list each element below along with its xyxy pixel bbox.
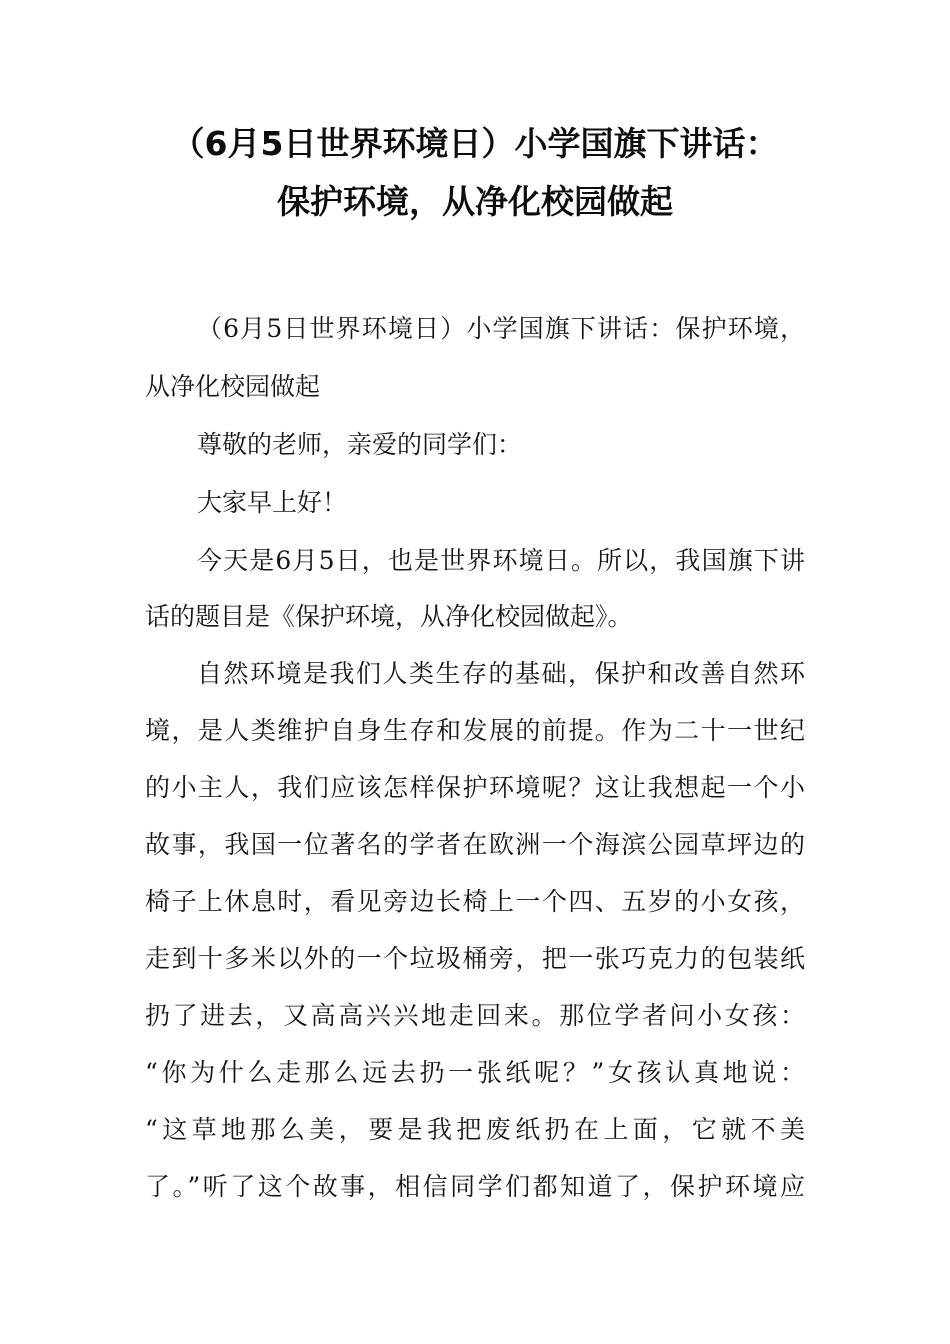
body-line-3: 尊敬的老师，亲爱的同学们： xyxy=(197,430,523,459)
body-line-13: 扔了进去，又高高兴兴地走回来。那位学者问小女孩： xyxy=(145,1001,805,1030)
document-title-line-1: （6月5日世界环境日）小学国旗下讲话： xyxy=(171,124,779,163)
body-line-2: 从净化校园做起 xyxy=(145,372,321,401)
body-line-6: 话的题目是《保护环境，从净化校园做起》。 xyxy=(145,602,633,631)
body-line-14: “你为什么走那么远去扔一张纸呢？”女孩认真地说： xyxy=(145,1058,805,1087)
body-line-15: “这草地那么美，要是我把废纸扔在上面，它就不美 xyxy=(145,1115,805,1144)
body-line-10: 故事，我国一位著名的学者在欧洲一个海滨公园草坪边的 xyxy=(145,830,805,859)
document-title-line-2: 保护环境，从净化校园做起 xyxy=(277,182,673,221)
body-line-16: 了。”听了这个故事，相信同学们都知道了，保护环境应 xyxy=(145,1172,805,1201)
body-line-7: 自然环境是我们人类生存的基础，保护和改善自然环 xyxy=(197,659,805,688)
body-line-8: 境，是人类维护自身生存和发展的前提。作为二十一世纪 xyxy=(145,716,805,745)
body-line-5: 今天是6月5日，也是世界环境日。所以，我国旗下讲 xyxy=(197,546,805,575)
body-line-12: 走到十多米以外的一个垃圾桶旁，把一张巧克力的包装纸 xyxy=(145,944,805,973)
body-line-4: 大家早上好！ xyxy=(197,488,348,517)
body-line-11: 椅子上休息时，看见旁边长椅上一个四、五岁的小女孩， xyxy=(145,887,805,916)
body-line-1: （6月5日世界环境日）小学国旗下讲话：保护环境， xyxy=(197,314,805,343)
body-line-9: 的小主人，我们应该怎样保护环境呢？这让我想起一个小 xyxy=(145,773,805,802)
